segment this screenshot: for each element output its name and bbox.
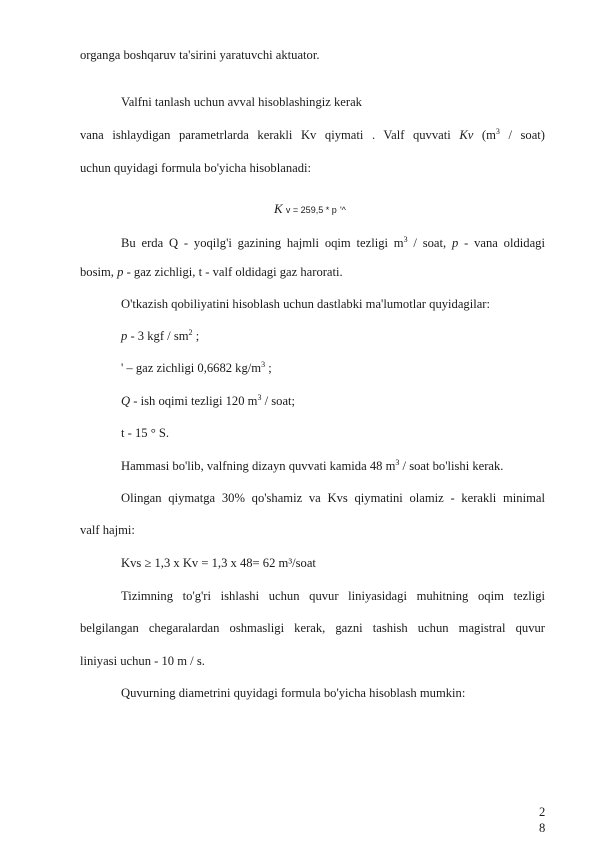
text-run: - 3 kgf / sm xyxy=(130,329,189,343)
page-number-digit: 2 xyxy=(539,805,546,819)
superscript: 2 xyxy=(188,328,193,337)
p-symbol: p xyxy=(451,236,459,250)
text-line: valf hajmi: xyxy=(80,523,135,537)
text-line: O'tkazish qobiliyatini hisoblash uchun dastlabki ma'lumotlar quyidagilar: xyxy=(121,297,490,311)
superscript: 3 xyxy=(403,235,408,244)
q-symbol: Q xyxy=(121,394,131,408)
page-number-digit: 8 xyxy=(539,821,546,835)
text-line: organga boshqaruv ta'sirini yaratuvchi aktuator. xyxy=(80,48,320,62)
text-line: uchun quyidagi formula bo'yicha hisoblanadi: xyxy=(80,161,312,175)
text-run: / soat; xyxy=(264,394,296,408)
text-run: / soat) xyxy=(508,128,545,142)
text-line xyxy=(121,458,503,474)
text-line xyxy=(121,360,272,376)
text-run: Hammasi bo'lib, valfning dizayn quvvati kamida 48 m xyxy=(121,459,396,473)
formula xyxy=(274,201,346,217)
text-run: - gaz zichligi, t - valf oldidagi gaz harorati. xyxy=(126,265,343,279)
text-run: vana ishlaydigan parametrlarda kerakli Kv qiymati . Valf quvvati xyxy=(80,128,451,142)
text-run: bosim, xyxy=(80,265,114,279)
text-run: Olingan qiymatga 30% qo'shamiz va Kvs qiymatini olamiz - kerakli minimal xyxy=(121,491,545,505)
text-line-justified: belgilangan chegaralardan oshmasligi kerak, gazni tashish uchun magistral quvur xyxy=(80,621,545,635)
superscript: 3 xyxy=(257,393,262,402)
text-line: t - 15 ° S. xyxy=(121,426,170,440)
text-line: Valfni tanlash uchun avval hisoblashingiz kerak xyxy=(121,95,362,109)
text-run: - vana oldidagi xyxy=(464,236,545,250)
text-run: / soat bo'lishi kerak. xyxy=(402,459,504,473)
text-line: liniyasi uchun - 10 m / s. xyxy=(80,654,205,668)
text-line-justified xyxy=(80,588,545,604)
text-run: Tizimning to'g'ri ishlashi uchun quvur liniyasidagi muhitning oqim tezligi xyxy=(121,589,545,603)
text-line-justified xyxy=(80,127,545,143)
text-run: ' – gaz zichligi 0,6682 kg/m xyxy=(121,361,262,375)
text-line-justified xyxy=(80,235,545,251)
superscript: 3 xyxy=(261,360,266,369)
rho-symbol: p xyxy=(117,265,124,279)
text-line xyxy=(121,328,199,344)
formula-k: K xyxy=(274,201,283,216)
text-run: (m xyxy=(481,128,496,142)
text-run: Bu erda Q - yoqilg'i gazining hajmli oqim tezligi m xyxy=(121,236,404,250)
text-run: ; xyxy=(195,329,200,343)
text-run: / soat, xyxy=(413,236,447,250)
text-run: - ish oqimi tezligi 120 m xyxy=(133,394,258,408)
text-line xyxy=(80,264,343,280)
formula-body: v = 259,5 * p xyxy=(285,205,337,215)
superscript: 3 xyxy=(395,458,400,467)
text-line: Quvurning diametrini quyidagi formula bo'yicha hisoblash mumkin: xyxy=(121,686,466,700)
text-line-justified xyxy=(80,490,545,506)
p-symbol: p xyxy=(121,329,128,343)
text-line xyxy=(121,393,295,409)
kv-symbol: Kv xyxy=(459,128,474,142)
formula-tail: '^ xyxy=(339,205,346,215)
text-line: Kvs ≥ 1,3 x Kv = 1,3 x 48= 62 m³/soat xyxy=(121,556,316,570)
superscript: 3 xyxy=(495,127,500,136)
text-run: ; xyxy=(268,361,272,375)
